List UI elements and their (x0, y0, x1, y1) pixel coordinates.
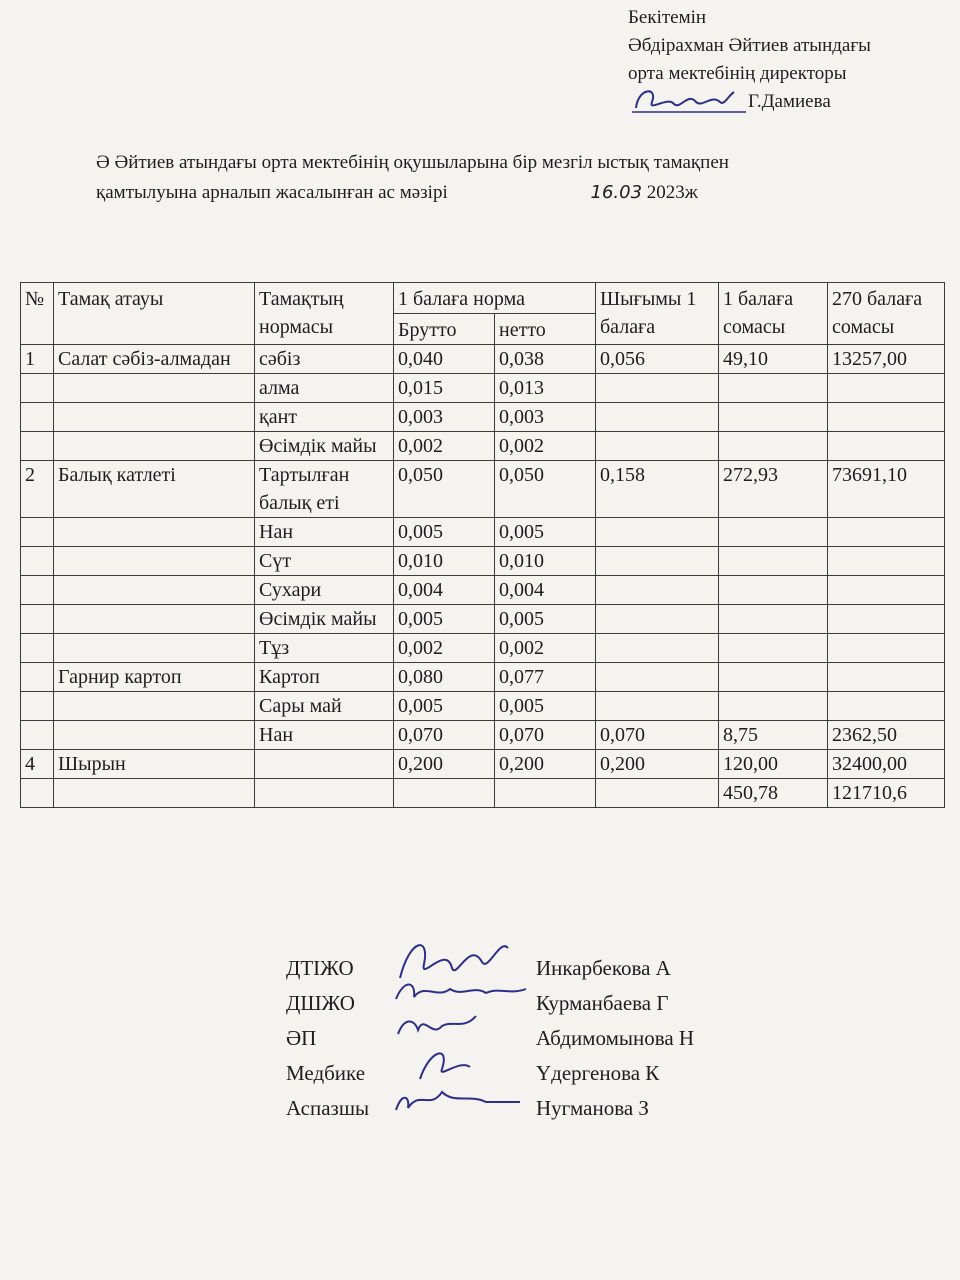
cell-sum1: 8,75 (719, 721, 828, 750)
cell-dish (54, 605, 255, 634)
header-brutto: Брутто (394, 314, 495, 345)
cell-brutto: 0,050 (394, 461, 495, 518)
table-row (21, 432, 945, 461)
cell-yield: 0,056 (596, 345, 719, 374)
cell-sum270: 2362,50 (828, 721, 945, 750)
cell-ingredient: алма (255, 374, 394, 403)
cell-ingredient: Тұз (255, 634, 394, 663)
cell-num (21, 663, 54, 692)
cell-yield (596, 779, 719, 808)
table-row (21, 779, 945, 808)
handwritten-date: 16.03 (590, 182, 643, 203)
menu-table (20, 282, 945, 808)
title-line-2 (96, 178, 926, 208)
cell-netto: 0,005 (495, 518, 596, 547)
cell-netto: 0,077 (495, 663, 596, 692)
cell-brutto: 0,015 (394, 374, 495, 403)
cell-yield (596, 518, 719, 547)
cell-num (21, 605, 54, 634)
cell-brutto: 0,070 (394, 721, 495, 750)
title-line-2-text: қамтылуына арналып жасалынған ас мәзірі (96, 182, 448, 203)
cell-sum270: 13257,00 (828, 345, 945, 374)
cell-sum1 (719, 518, 828, 547)
cell-sum1: 450,78 (719, 779, 828, 808)
cell-dish (54, 403, 255, 432)
cell-sum270 (828, 547, 945, 576)
header-per-child: 1 балаға норма (394, 283, 596, 314)
director-name: Г.Дамиева (748, 91, 831, 112)
cell-sum270 (828, 432, 945, 461)
cell-dish (54, 518, 255, 547)
table-row (21, 403, 945, 432)
cell-sum1 (719, 663, 828, 692)
cell-brutto: 0,004 (394, 576, 495, 605)
menu-table-body (21, 345, 945, 808)
cell-yield (596, 605, 719, 634)
cell-sum270: 73691,10 (828, 461, 945, 518)
cell-netto: 0,003 (495, 403, 596, 432)
cell-brutto: 0,080 (394, 663, 495, 692)
cell-dish (54, 547, 255, 576)
cell-ingredient: Тартылған балық еті (255, 461, 394, 518)
cell-sum1: 49,10 (719, 345, 828, 374)
table-row (21, 345, 945, 374)
cell-ingredient: Сары май (255, 692, 394, 721)
approval-block (628, 4, 871, 116)
cell-sum270 (828, 605, 945, 634)
cell-ingredient: қант (255, 403, 394, 432)
signature-person: Үдергенова К (536, 1061, 660, 1085)
cell-num: 4 (21, 750, 54, 779)
cell-dish: Балық катлеті (54, 461, 255, 518)
cell-dish (54, 779, 255, 808)
cell-sum270 (828, 374, 945, 403)
cell-num (21, 432, 54, 461)
cell-dish (54, 432, 255, 461)
cell-ingredient: Сухари (255, 576, 394, 605)
cell-sum1 (719, 692, 828, 721)
cell-sum270 (828, 403, 945, 432)
cell-sum270 (828, 634, 945, 663)
cell-brutto: 0,005 (394, 605, 495, 634)
director-signature-icon (628, 82, 748, 116)
cell-netto (495, 779, 596, 808)
director-signature-line (628, 88, 871, 116)
cell-num (21, 374, 54, 403)
cell-ingredient: Өсімдік майы (255, 605, 394, 634)
cell-num (21, 518, 54, 547)
cell-ingredient: Өсімдік майы (255, 432, 394, 461)
table-row (21, 576, 945, 605)
cell-sum1 (719, 432, 828, 461)
cell-sum270 (828, 692, 945, 721)
cell-yield (596, 576, 719, 605)
cell-ingredient: Сүт (255, 547, 394, 576)
cell-sum1 (719, 605, 828, 634)
cell-num: 1 (21, 345, 54, 374)
cell-dish (54, 576, 255, 605)
cell-sum270 (828, 518, 945, 547)
cell-yield: 0,158 (596, 461, 719, 518)
cell-netto: 0,050 (495, 461, 596, 518)
document-title (96, 148, 926, 208)
table-row (21, 547, 945, 576)
cell-num (21, 576, 54, 605)
cell-sum270 (828, 576, 945, 605)
cell-netto: 0,002 (495, 432, 596, 461)
header-yield: Шығымы 1 балаға (596, 283, 719, 345)
header-sum-1: 1 балаға сомасы (719, 283, 828, 345)
approval-line-3: орта мектебінің директоры (628, 63, 847, 84)
table-row (21, 461, 945, 518)
cell-netto: 0,005 (495, 605, 596, 634)
title-line-1: Ә Әйтиев атындағы орта мектебінің оқушыларына бір мезгіл ыстық тамақпен (96, 152, 729, 173)
cell-sum1 (719, 634, 828, 663)
cell-dish: Салат сәбіз-алмадан (54, 345, 255, 374)
cell-brutto: 0,005 (394, 518, 495, 547)
header-netto: нетто (495, 314, 596, 345)
cell-brutto: 0,002 (394, 432, 495, 461)
cell-sum1 (719, 576, 828, 605)
cell-num (21, 547, 54, 576)
cell-sum1: 120,00 (719, 750, 828, 779)
table-row (21, 692, 945, 721)
table-row (21, 721, 945, 750)
cell-netto: 0,070 (495, 721, 596, 750)
cell-dish (54, 634, 255, 663)
cell-num (21, 779, 54, 808)
cell-brutto: 0,040 (394, 345, 495, 374)
cell-yield (596, 403, 719, 432)
cell-netto: 0,038 (495, 345, 596, 374)
table-row (21, 663, 945, 692)
signature-role: Аспазшы (286, 1096, 370, 1120)
table-row (21, 634, 945, 663)
table-row (21, 750, 945, 779)
cell-dish (54, 692, 255, 721)
title-year: 2023ж (646, 182, 698, 203)
cell-yield: 0,200 (596, 750, 719, 779)
cell-sum270: 32400,00 (828, 750, 945, 779)
cell-sum1: 272,93 (719, 461, 828, 518)
cell-netto: 0,010 (495, 547, 596, 576)
cell-dish: Гарнир картоп (54, 663, 255, 692)
cell-dish (54, 374, 255, 403)
cell-ingredient: Картоп (255, 663, 394, 692)
signature-role: Медбике (286, 1061, 366, 1085)
signature-person: Курманбаева Г (536, 991, 669, 1015)
header-sum-270: 270 балаға сомасы (828, 283, 945, 345)
cell-ingredient: сәбіз (255, 345, 394, 374)
table-row (21, 605, 945, 634)
header-dish: Тамақ атауы (54, 283, 255, 345)
cell-yield (596, 692, 719, 721)
cell-ingredient: Нан (255, 518, 394, 547)
cell-yield (596, 663, 719, 692)
cell-yield (596, 432, 719, 461)
signature-role: ӘП (286, 1026, 317, 1050)
cell-num (21, 634, 54, 663)
approval-line-1: Бекітемін (628, 7, 707, 28)
cell-ingredient (255, 750, 394, 779)
cell-num (21, 721, 54, 750)
cell-netto: 0,200 (495, 750, 596, 779)
signature-person: Абдимомынова Н (536, 1026, 695, 1050)
cell-sum1 (719, 403, 828, 432)
cell-brutto: 0,200 (394, 750, 495, 779)
cell-dish: Шырын (54, 750, 255, 779)
signature-person: Нугманова З (536, 1096, 649, 1120)
signature-person: Инкарбекова А (536, 956, 671, 980)
table-header-row (21, 283, 945, 314)
cell-ingredient: Нан (255, 721, 394, 750)
cell-num: 2 (21, 461, 54, 518)
cell-sum1 (719, 547, 828, 576)
cell-brutto (394, 779, 495, 808)
cell-num (21, 692, 54, 721)
cell-brutto: 0,003 (394, 403, 495, 432)
cell-yield (596, 547, 719, 576)
header-num: № (21, 283, 54, 345)
cell-netto: 0,005 (495, 692, 596, 721)
cell-num (21, 403, 54, 432)
cell-brutto: 0,010 (394, 547, 495, 576)
cell-netto: 0,004 (495, 576, 596, 605)
cell-brutto: 0,005 (394, 692, 495, 721)
cell-netto: 0,013 (495, 374, 596, 403)
cell-ingredient (255, 779, 394, 808)
cell-dish (54, 721, 255, 750)
cell-sum1 (719, 374, 828, 403)
cell-yield: 0,070 (596, 721, 719, 750)
approval-line-2: Әбдірахман Әйтиев атындағы (628, 35, 871, 56)
cell-sum270 (828, 663, 945, 692)
table-row (21, 518, 945, 547)
signature-role: ДТІЖО (286, 956, 354, 980)
cell-yield (596, 374, 719, 403)
signature-role: ДШЖО (286, 991, 355, 1015)
cell-netto: 0,002 (495, 634, 596, 663)
header-norm: Тамақтың нормасы (255, 283, 394, 345)
table-row (21, 374, 945, 403)
cell-brutto: 0,002 (394, 634, 495, 663)
handwritten-signature-icon (390, 1074, 530, 1130)
cell-sum270: 121710,6 (828, 779, 945, 808)
cell-yield (596, 634, 719, 663)
